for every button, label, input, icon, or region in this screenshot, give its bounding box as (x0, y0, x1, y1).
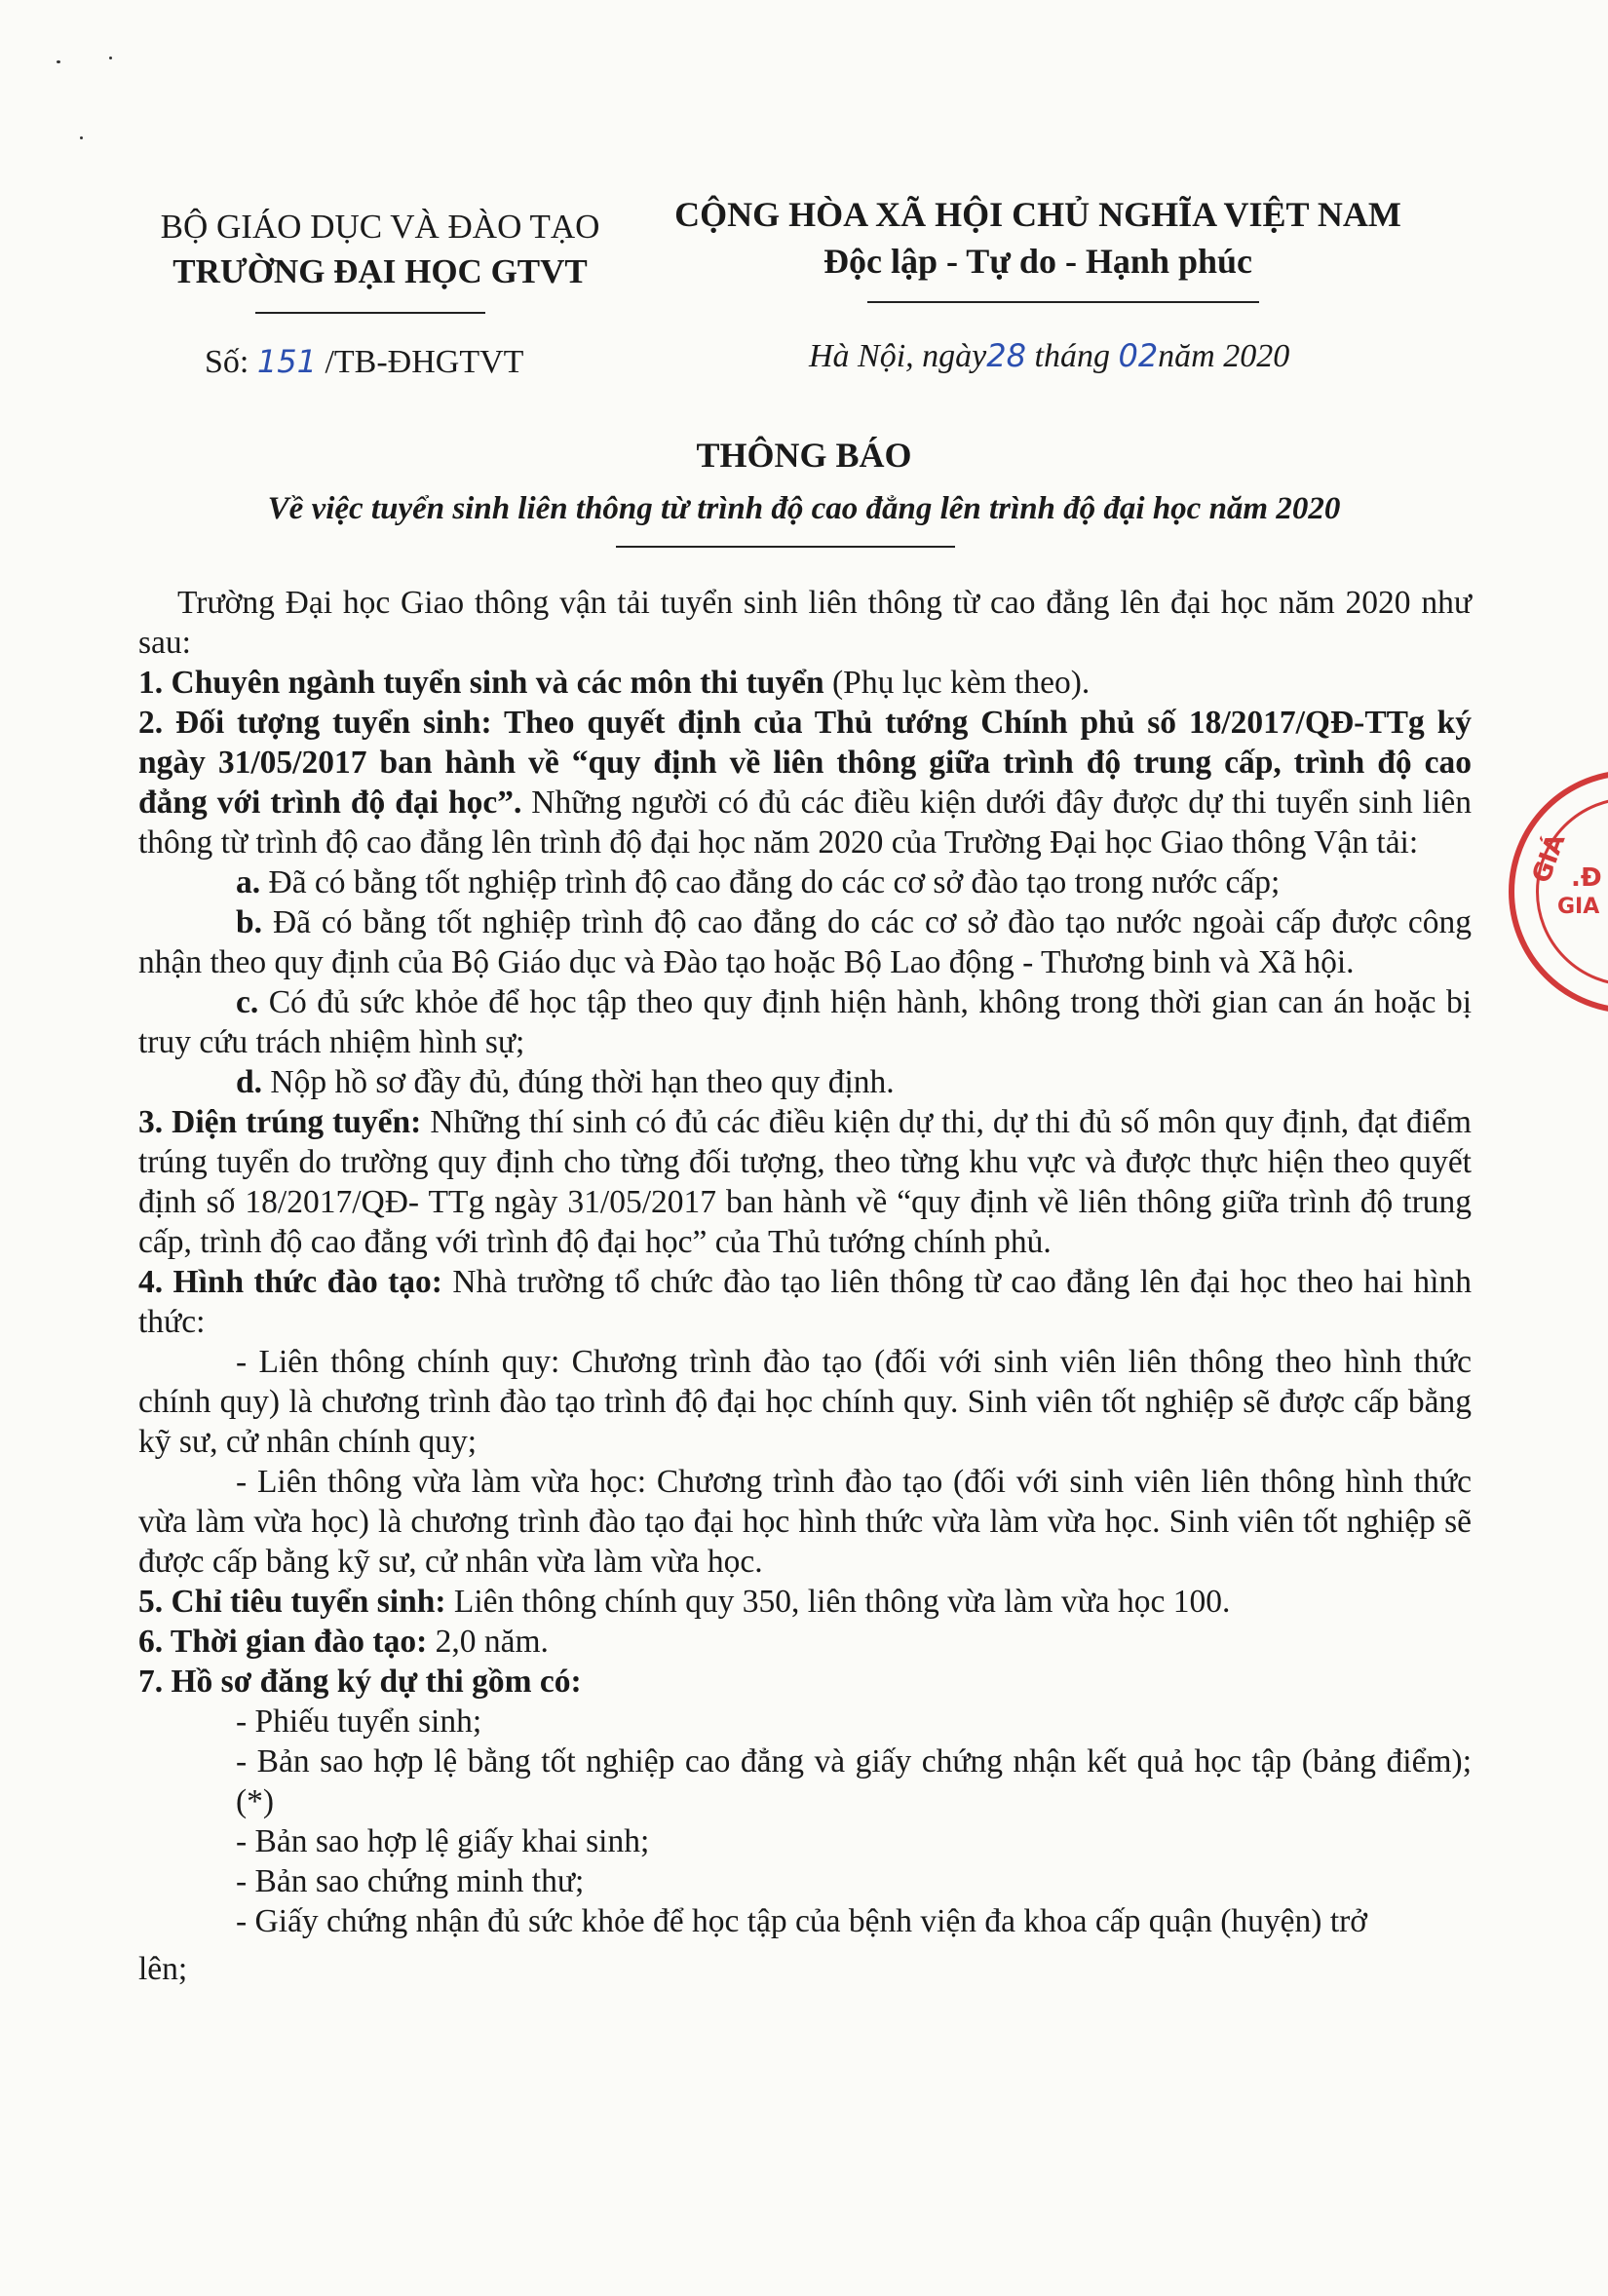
section-4 (138, 1262, 1472, 1342)
section-4-text: Nhà trường tổ chức đào tạo liên thông từ cao đẳng lên đại học theo hai hình thức: (138, 1264, 1472, 1340)
section-1 (138, 663, 1472, 703)
item-text: Có đủ sức khỏe để học tập theo quy định hiện hành, không trong thời gian can án hoặc bị truy cứu trách nhiệm hình sự; (138, 984, 1472, 1060)
date-month-label: tháng (1026, 338, 1119, 374)
document-subtitle: Về việc tuyển sinh liên thông từ trình độ cao đẳng lên trình độ đại học năm 2020 (267, 491, 1341, 526)
section-7-item: - Phiếu tuyển sinh; (236, 1703, 482, 1740)
seal-text: GIÁ (1526, 829, 1572, 888)
section-4-heading: 4. Hình thức đào tạo: (138, 1264, 442, 1300)
section-5-heading: 5. Chỉ tiêu tuyển sinh: (138, 1584, 446, 1620)
issuer-underline (255, 312, 485, 314)
document-title: THÔNG BÁO (696, 436, 912, 475)
section-7-item: - Bản sao hợp lệ bằng tốt nghiệp cao đẳng và giấy chứng nhận kết quả học tập (bảng điểm); (*) (236, 1743, 1472, 1819)
issue-date (809, 337, 1289, 375)
section-7-tail: lên; (138, 1951, 188, 1987)
item-label: a. (236, 864, 261, 900)
scan-speck (57, 60, 60, 63)
number-suffix: /TB-ĐHGTVT (316, 344, 524, 380)
document-number (205, 343, 523, 381)
date-year: năm 2020 (1158, 338, 1290, 374)
seal-text: GIA (1557, 895, 1600, 919)
number-prefix: Số: (205, 344, 257, 380)
intro-paragraph: Trường Đại học Giao thông vận tải tuyển sinh liên thông từ cao đẳng lên đại học năm 2020 như sau: (138, 585, 1472, 661)
item-text: Đã có bằng tốt nghiệp trình độ cao đẳng do các cơ sở đào tạo nước ngoài cấp được công nhận theo quy định của Bộ Giáo dục và Đào tạo hoặc Bộ Lao động - Thương binh và Xã hội. (138, 904, 1472, 980)
section-5-text: Liên thông chính quy 350, liên thông vừa làm vừa học 100. (445, 1584, 1231, 1620)
section-7-item: - Giấy chứng nhận đủ sức khỏe để học tập của bệnh viện đa khoa cấp quận (huyện) trở (236, 1903, 1368, 1939)
red-seal-stamp (1509, 770, 1608, 1014)
section-5 (138, 1582, 1472, 1622)
country-name: CỘNG HÒA XÃ HỘI CHỦ NGHĨA VIỆT NAM (674, 195, 1401, 234)
seal-text: .Đ (1571, 863, 1602, 893)
item-label: c. (236, 984, 259, 1020)
scan-speck (109, 57, 112, 59)
section-7 (138, 1662, 1472, 1702)
motto-underline (867, 301, 1259, 303)
section-2-item-d (138, 1062, 1472, 1102)
section-6-text: 2,0 năm. (427, 1624, 549, 1660)
handwritten-number: 151 (256, 343, 317, 380)
handwritten-month: 02 (1118, 337, 1159, 374)
item-text: Đã có bằng tốt nghiệp trình độ cao đẳng do các cơ sở đào tạo trong nước cấp; (260, 864, 1281, 900)
section-2-item-c (138, 982, 1472, 1062)
document-body (138, 583, 1472, 1989)
subtitle-underline (616, 546, 955, 548)
issuer-header (146, 205, 614, 294)
section-7-item: - Bản sao hợp lệ giấy khai sinh; (236, 1823, 650, 1859)
section-2 (138, 703, 1472, 862)
item-label: d. (236, 1064, 263, 1100)
section-7-item: - Bản sao chứng minh thư; (236, 1863, 585, 1899)
item-text: Nộp hồ sơ đầy đủ, đúng thời hạn theo quy định. (262, 1064, 895, 1100)
national-header (643, 191, 1433, 285)
date-place: Hà Nội, ngày (809, 338, 987, 374)
section-4-item: - Liên thông chính quy: Chương trình đào tạo (đối với sinh viên liên thông theo hình thức chính quy) là chương trình đào tạo trình độ đại học chính quy. Sinh viên tốt nghiệp sẽ được cấp bằng kỹ sư, cử nhân chính quy; (138, 1344, 1472, 1460)
item-label: b. (236, 904, 263, 940)
scan-speck (80, 136, 83, 139)
section-2-item-a (138, 862, 1472, 902)
section-2-text: Những người có đủ các điều kiện dưới đây được dự thi tuyển sinh liên thông từ trình độ cao đẳng lên trình độ đại học năm 2020 của Trường Đại học Giao thông Vận tải: (138, 784, 1472, 861)
section-2-heading: 2. Đối tượng tuyển sinh: Theo quyết định của Thủ tướng Chính phủ số 18/2017/QĐ-TTg ký ngày 31/05/2017 ban hành về “quy định về liên thông giữa trình độ trung cấp, trình độ cao đẳng với trình độ đại học”. (138, 705, 1472, 821)
section-7-heading: 7. Hồ sơ đăng ký dự thi gồm có: (138, 1664, 582, 1700)
section-6-heading: 6. Thời gian đào tạo: (138, 1624, 428, 1660)
section-3 (138, 1102, 1472, 1262)
section-1-heading: 1. Chuyên ngành tuyển sinh và các môn thi tuyển (138, 665, 824, 701)
handwritten-day: 28 (986, 337, 1026, 374)
section-6 (138, 1622, 1472, 1662)
section-2-item-b (138, 902, 1472, 982)
section-3-heading: 3. Diện trúng tuyển: (138, 1104, 422, 1140)
section-1-text: (Phụ lục kèm theo). (823, 665, 1091, 701)
motto: Độc lập - Tự do - Hạnh phúc (823, 242, 1253, 281)
ministry-name: BỘ GIÁO DỤC VÀ ĐÀO TẠO (160, 208, 600, 246)
section-3-text: Những thí sinh có đủ các điều kiện dự thi, dự thi đủ số môn quy định, đạt điểm trúng tuyển do trường quy định cho từng đối tượng, theo từng khu vực và được thực hiện theo quyết định số 18/2017/QĐ- TTg ngày 31/05/2017 ban hành về “quy định về liên thông giữa trình độ trung cấp, trình độ cao đẳng với trình độ đại học” của Thủ tướng chính phủ. (138, 1104, 1472, 1260)
school-name: TRƯỜNG ĐẠI HỌC GTVT (172, 252, 588, 290)
section-4-item: - Liên thông vừa làm vừa học: Chương trình đào tạo (đối với sinh viên liên thông hình thức vừa làm vừa học) là chương trình đào tạo đại học hình thức vừa làm vừa học. Sinh viên tốt nghiệp sẽ được cấp bằng kỹ sư, cử nhân vừa làm vừa học. (138, 1464, 1472, 1580)
